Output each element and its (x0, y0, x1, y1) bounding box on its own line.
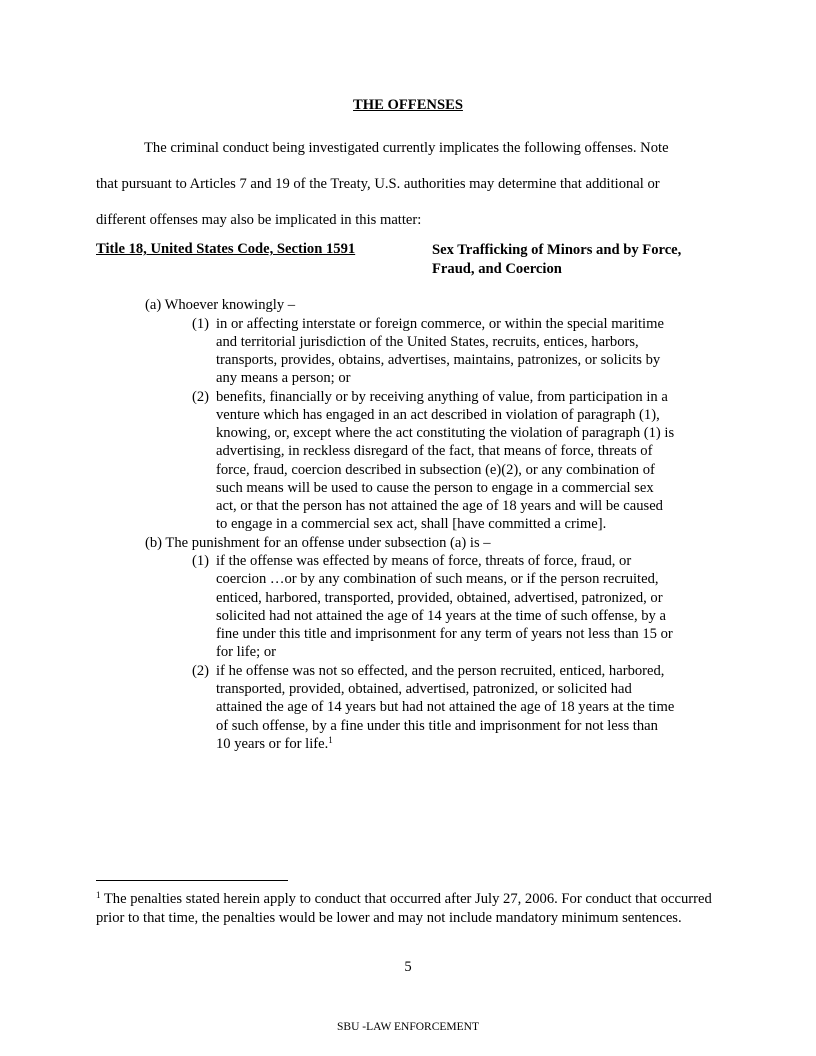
subsection-a-2-line: advertising, in reckless disregard of the fact, that means of force, threats of (216, 443, 653, 459)
intro-line-1: The criminal conduct being investigated currently implicates the following offenses. Note (144, 140, 669, 156)
footnote-text: The penalties stated herein apply to conduct that occurred after July 27, 2006. For conduct that occurred prior to that time, the penalties would be lower and may not include mandatory minimum sentences. (96, 891, 712, 926)
statute-caption-line-2: Fraud, and Coercion (432, 261, 562, 277)
subsection-a-1-line: any means a person; or (216, 370, 351, 386)
subsection-a-1-line: and territorial jurisdiction of the United States, recruits, entices, harbors, (216, 334, 639, 350)
subsection-b-2-number: (2) (192, 663, 210, 679)
statute-caption (432, 241, 732, 279)
subsection-b-2-line: attained the age of 14 years but had not attained the age of 18 years at the time (216, 699, 675, 715)
intro-paragraph (96, 130, 720, 238)
footnote-reference[interactable]: 1 (328, 735, 333, 745)
subsection-a-1-number: (1) (192, 316, 210, 332)
subsection-b-1-line: for life; or (216, 644, 276, 660)
subsection-b-2-line (216, 735, 333, 753)
footnote-divider (96, 880, 288, 881)
intro-line-3: different offenses may also be implicated in this matter: (96, 212, 422, 228)
subsection-a-2-line: act, or that the person has not attained the age of 18 years and will be caused (216, 498, 663, 514)
subsection-a-2-number: (2) (192, 389, 210, 405)
subsection-b-1-number: (1) (192, 553, 210, 569)
footnote (96, 890, 726, 927)
subsection-a-2-line: force, fraud, coercion described in subsection (e)(2), or any combination of (216, 462, 655, 478)
statute-caption-line-1: Sex Trafficking of Minors and by Force, (432, 242, 682, 258)
subsection-b-1-line: if the offense was effected by means of force, threats of force, fraud, or (216, 553, 632, 569)
statute-citation: Title 18, United States Code, Section 1591 (96, 241, 356, 257)
subsection-b-1-line: coercion …or by any combination of such means, or if the person recruited, (216, 571, 659, 587)
subsection-a-lead: (a) Whoever knowingly – (145, 297, 296, 313)
classification-marking: SBU -LAW ENFORCEMENT (337, 1021, 479, 1033)
subsection-b-lead: (b) The punishment for an offense under subsection (a) is – (145, 535, 491, 551)
subsection-a-1-line: transports, provides, obtains, advertises, maintains, patronizes, or solicits by (216, 352, 661, 368)
subsection-b-1-line: fine under this title and imprisonment for any term of years not less than 15 or (216, 626, 673, 642)
subsection-b-1-line: solicited had not attained the age of 14 years at the time of such offense, by a (216, 608, 666, 624)
subsection-a-2-line: to engage in a commercial sex act, shall [have committed a crime]. (216, 516, 607, 532)
subsection-a-2-line: knowing, or, except where the act constituting the violation of paragraph (1) is (216, 425, 675, 441)
intro-line-2: that pursuant to Articles 7 and 19 of the Treaty, U.S. authorities may determine that additional or (96, 176, 660, 192)
subsection-a-2-line: venture which has engaged in an act described in violation of paragraph (1), (216, 407, 660, 423)
subsection-a-2-line: such means will be used to cause the person to engage in a commercial sex (216, 480, 654, 496)
subsection-b-2-line: if he offense was not so effected, and the person recruited, enticed, harbored, (216, 663, 665, 679)
subsection-b-2-last-line-text: 10 years or for life. (216, 736, 329, 752)
section-heading: THE OFFENSES (353, 97, 463, 113)
subsection-a-2-line: benefits, financially or by receiving anything of value, from participation in a (216, 389, 668, 405)
page-number: 5 (404, 959, 412, 975)
subsection-b-1-line: enticed, harbored, transported, provided, obtained, advertised, patronized, or (216, 590, 663, 606)
subsection-a-1-line: in or affecting interstate or foreign commerce, or within the special maritime (216, 316, 664, 332)
subsection-b-2-line: of such offense, by a fine under this title and imprisonment for not less than (216, 718, 658, 734)
footnote-marker: 1 (96, 890, 101, 900)
subsection-b-2-line: transported, provided, obtained, advertised, patronized, or solicited had (216, 681, 632, 697)
